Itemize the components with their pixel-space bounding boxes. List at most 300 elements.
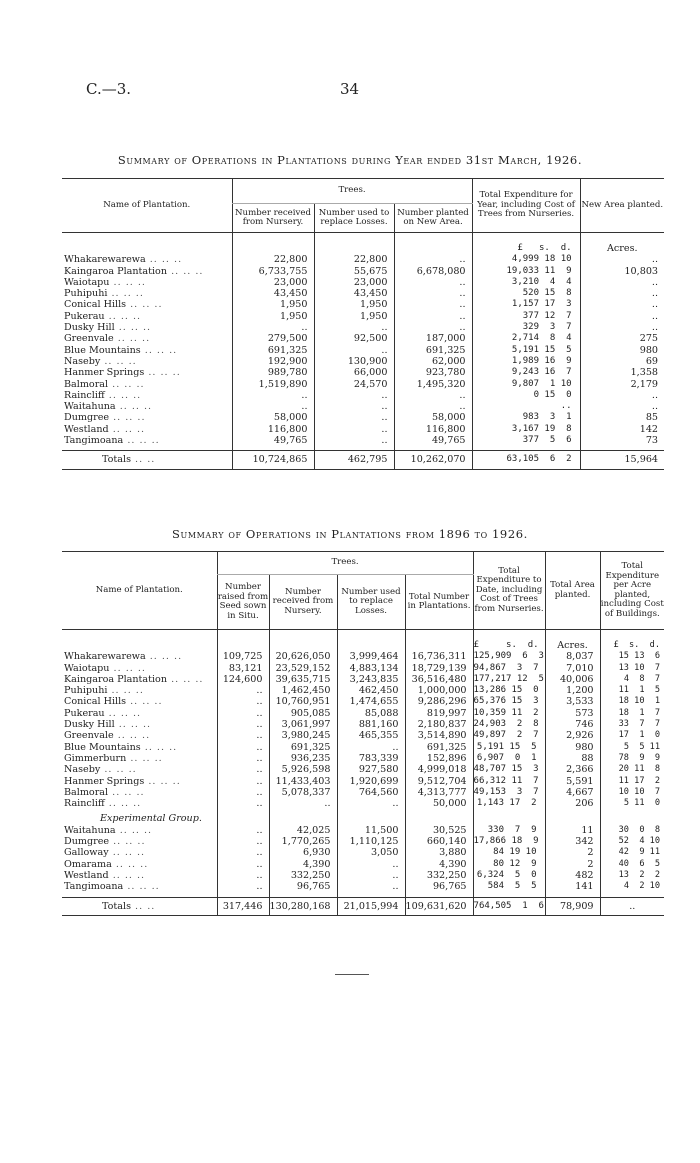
area-cell: 980 [580,345,664,356]
expenditure-cell: 3,210 4 4 [472,277,580,288]
plantation-name: Puhipuhi [64,288,108,300]
total-number-cell: 1,000,000 [405,685,473,696]
losses-cell: 23,000 [314,277,394,288]
leader-dots: .. .. .. [126,696,163,708]
total-number-cell: 660,140 [405,836,473,847]
area-cell: 573 [545,708,600,719]
table2-title: Summary of Operations in Plantations from 1896 to 1926. [172,527,528,541]
planted-cell: .. [394,401,472,412]
table-row [62,696,664,707]
plantation-name-cell [62,266,232,277]
planted-cell: 1,495,320 [394,379,472,390]
leader-dots: .. .. .. [108,786,145,798]
planted-cell: 187,000 [394,333,472,344]
table-row [62,859,664,870]
plantation-name: Blue Mountains [64,741,141,753]
area-cell: 275 [580,333,664,344]
expenditure-cell: 80 12 9 [473,859,545,870]
seed-cell: .. [217,870,269,881]
area-cell: 5,591 [545,776,600,787]
expenditure-cell: 48,707 15 3 [473,764,545,775]
per-acre-cell: 52 4 10 [600,836,664,847]
plantation-name-cell [62,696,217,707]
table2-body [62,630,664,810]
expenditure-cell: 330 7 9 [473,825,545,836]
per-acre-cell: 10 10 7 [600,787,664,798]
table-row [62,663,664,674]
expenditure-cell: 9,243 16 7 [472,367,580,378]
leader-dots: .. .. .. [115,401,153,413]
seed-cell: .. [217,859,269,870]
leader-dots: .. .. .. [113,730,151,742]
table2-unit-per-acre: £ s. d. [600,630,664,652]
area-cell: .. [580,322,664,333]
losses-cell: 130,900 [314,356,394,367]
losses-cell: 66,000 [314,367,394,378]
area-cell: 7,010 [545,663,600,674]
table2-header-name: Name of Plantation. [62,552,217,630]
losses-cell: .. [314,401,394,412]
table1-year-operations [62,178,664,470]
plantation-name-cell [62,730,217,741]
expenditure-cell: 49,153 3 7 [473,787,545,798]
table-row [62,401,664,412]
seed-cell: .. [217,719,269,730]
table1-unit-money: £ s. d. [472,233,580,255]
table-row [62,266,664,277]
plantation-name: Dumgree [64,836,110,848]
total-number-cell: 36,516,480 [405,674,473,685]
losses-cell: .. [314,412,394,423]
plantation-name-cell [62,719,217,730]
leader-dots: .. .. .. [109,412,146,424]
table1-header-received: Number received from Nursery. [232,204,314,233]
table-row [62,836,664,847]
table2-cumulative-operations [62,551,664,916]
losses-cell: 881,160 [337,719,405,730]
area-cell: .. [580,299,664,310]
seed-cell: 109,725 [217,651,269,662]
seed-cell: .. [217,753,269,764]
table-row [62,379,664,390]
planted-cell: 691,325 [394,345,472,356]
per-acre-cell: 78 9 9 [600,753,664,764]
losses-cell: 3,243,835 [337,674,405,685]
area-cell: 2,366 [545,764,600,775]
losses-cell: 3,050 [337,847,405,858]
plantation-name: Balmoral [64,378,109,390]
leader-dots: .. .. .. [104,798,142,810]
table-row [62,719,664,730]
planted-cell: .. [394,322,472,333]
total-number-cell: 4,313,777 [405,787,473,798]
received-cell: 3,061,997 [269,719,337,730]
plantation-name: Westland [64,423,109,435]
plantation-name: Conical Hills [64,696,127,708]
expenditure-cell: 125,909 6 3 [473,651,544,662]
plantation-name-cell [62,254,232,265]
leader-dots: .. .. .. [126,752,163,764]
area-cell: .. [580,311,664,322]
table1-body [62,233,664,447]
plantation-name: Tangimoana [64,435,124,447]
losses-cell: 462,450 [337,685,405,696]
table-row [62,322,664,333]
plantation-name-cell [62,798,217,809]
table-row [62,288,664,299]
losses-cell: .. [314,390,394,401]
area-cell: 142 [580,424,664,435]
table-row [62,825,664,836]
received-cell: 42,025 [269,825,337,836]
plantation-name-cell [62,776,217,787]
received-cell: 49,765 [232,435,314,446]
table2-total-per-acre: .. [600,897,664,915]
losses-cell: 764,560 [337,787,405,798]
expenditure-cell: 0 15 0 [472,390,580,401]
per-acre-cell: 13 2 2 [600,870,664,881]
plantation-name: Raincliff [64,389,105,401]
table1-header-losses: Number used to replace Losses. [314,204,394,233]
total-number-cell: 18,729,139 [405,663,473,674]
plantation-name: Waiotapu [64,662,110,674]
leader-dots: .. .. .. [167,265,204,277]
plantation-name: Omarama [64,858,112,870]
received-cell: 96,765 [269,881,337,892]
plantation-name: Pukerau [64,310,105,322]
leader-dots: .. .. .. [108,869,146,881]
received-cell: 1,770,265 [269,836,337,847]
expenditure-cell: 94,867 3 7 [473,663,545,674]
losses-cell: 1,950 [314,299,394,310]
received-cell: .. [232,401,314,412]
plantation-name: Waiotapu [64,276,110,288]
plantation-name-cell [62,764,217,775]
losses-cell: 1,920,699 [337,776,405,787]
plantation-name-cell [62,356,232,367]
table-row [62,277,664,288]
area-cell: 2,179 [580,379,664,390]
area-cell: 482 [545,870,600,881]
total-number-cell: 332,250 [405,870,473,881]
area-cell: 342 [545,836,600,847]
seed-cell: .. [217,764,269,775]
planted-cell: .. [394,277,472,288]
per-acre-cell: 40 6 5 [600,859,664,870]
table-row [62,674,664,685]
plantation-name: Naseby [64,764,101,776]
table1-header-name: Name of Plantation. [62,179,232,233]
table2-total-number: 109,631,620 [405,897,473,915]
table1-header-planted: Number planted on New Area. [394,204,472,233]
seed-cell: .. [217,881,269,892]
area-cell: .. [580,401,664,412]
leader-dots: .. .. .. [123,435,160,447]
received-cell: 1,462,450 [269,685,337,696]
leader-dots: .. .. .. [144,775,181,787]
losses-cell: 92,500 [314,333,394,344]
losses-cell: 43,450 [314,288,394,299]
area-cell: .. [580,390,664,401]
expenditure-cell: 9,807 1 10 [472,379,580,390]
plantation-name: Whakarewarewa [64,651,146,663]
expenditure-cell: 13,286 15 0 [473,685,545,696]
planted-cell: .. [394,390,472,401]
plantation-name-cell [62,859,217,870]
expenditure-cell: 1,157 17 3 [472,299,580,310]
table-row [62,742,664,753]
table1-title: Summary of Operations in Plantations during Year ended 31st March, 1926. [117,153,583,167]
plantation-name-cell [62,847,217,858]
plantation-name: Waitahuna [64,401,116,413]
received-cell: 936,235 [269,753,337,764]
total-number-cell: 3,880 [405,847,473,858]
table-row [62,367,664,378]
table-row [62,424,664,435]
planted-cell: 62,000 [394,356,472,367]
area-cell: 10,803 [580,266,664,277]
leader-dots: .. .. .. [145,651,183,663]
table2-unit-area: Acres. [545,630,600,652]
received-cell: 5,926,598 [269,764,337,775]
table2-total-seed: 317,446 [217,897,269,915]
leader-dots: .. .. .. [104,707,142,719]
area-cell: 746 [545,719,600,730]
plantation-name-cell [62,435,232,446]
area-cell: 73 [580,435,664,446]
planted-cell: 923,780 [394,367,472,378]
expenditure-cell: 24,903 2 8 [473,719,545,730]
leader-dots: .. .. .. [108,423,146,435]
received-cell: 1,950 [232,299,314,310]
plantation-name-cell [62,674,217,685]
leader-dots: .. .. .. [108,847,146,859]
expenditure-cell: .. [472,401,580,412]
area-cell: 141 [545,881,600,892]
plantation-name: Kaingaroa Plantation [64,265,168,277]
per-acre-cell: 20 11 8 [600,764,664,775]
area-cell: .. [580,254,664,265]
total-number-cell: 96,765 [405,881,473,892]
plantation-name-cell [62,412,232,423]
plantation-name-cell [62,277,232,288]
received-cell: 4,390 [269,859,337,870]
total-number-cell: 691,325 [405,742,473,753]
received-cell: 989,780 [232,367,314,378]
footer-rule [335,974,369,975]
per-acre-cell: 4 2 10 [600,881,664,892]
table2-group-header [62,809,664,824]
table-row [62,299,664,310]
leader-dots: .. .. .. [126,299,163,311]
plantation-name-cell [62,367,232,378]
table1-total-area: 15,964 [580,451,664,469]
losses-cell: 1,110,125 [337,836,405,847]
expenditure-cell: 6,324 5 0 [473,870,545,881]
total-number-cell: 30,525 [405,825,473,836]
plantation-name-cell [62,288,232,299]
losses-cell: 85,088 [337,708,405,719]
leader-dots: .. .. .. [109,276,146,288]
received-cell: 332,250 [269,870,337,881]
leader-dots: .. .. .. [111,858,149,870]
received-cell: 6,930 [269,847,337,858]
per-acre-cell: 5 11 0 [600,798,664,809]
plantation-name-cell [62,881,217,892]
area-cell: 40,006 [545,674,600,685]
table2-header-losses: Number used to replace Losses. [337,575,405,630]
expenditure-cell: 49,897 2 7 [473,730,545,741]
plantation-name: Dusky Hill [64,322,115,334]
table2-header-seed-text: Number raised from Seed sown in Situ. [217,582,269,621]
losses-cell: 4,883,134 [337,663,405,674]
table2-header-per-acre: Total Expenditure per Acre planted, including Cost of Buildings. [600,552,664,630]
per-acre-cell: 11 17 2 [600,776,664,787]
table1-total-planted: 10,262,070 [394,451,472,469]
leader-dots: .. .. .. [107,685,144,697]
expenditure-cell: 329 3 7 [472,322,580,333]
table2-footer [62,893,664,916]
table2-totals-row: Totals .. .. 317,446 130,280,168 21,015,994 109,631,620 764,505 1 6 78,909 .. [62,897,664,915]
planted-cell: 116,800 [394,424,472,435]
plantation-name-cell [62,333,232,344]
table1-total-losses: 462,795 [314,451,394,469]
leader-dots: .. .. .. [140,344,178,356]
received-cell: .. [269,798,337,809]
area-cell: 85 [580,412,664,423]
losses-cell: .. [314,322,394,333]
leader-dots: .. .. .. [123,881,160,893]
losses-cell: 55,675 [314,266,394,277]
table-row [62,311,664,322]
plantation-name-cell [62,311,232,322]
expenditure-cell: 4,999 18 10 [472,254,580,265]
plantation-name-cell [62,825,217,836]
table2-total-area: 78,909 [545,897,600,915]
seed-cell: .. [217,776,269,787]
leader-dots: .. .. .. [113,333,151,345]
table1-total-expenditure: 63,105 6 2 [472,451,580,469]
table2-group-label: Experimental Group. [100,813,202,825]
plantation-name: Greenvale [64,730,114,742]
plantation-name-cell [62,836,217,847]
planted-cell: .. [394,288,472,299]
seed-cell: .. [217,696,269,707]
table-row [62,776,664,787]
table-row [62,254,664,265]
received-cell: 6,733,755 [232,266,314,277]
plantation-name-cell [62,742,217,753]
losses-cell: 3,999,464 [337,651,405,662]
per-acre-cell: 33 7 7 [600,719,664,730]
per-acre-cell: 30 0 8 [600,825,664,836]
received-cell: 39,635,715 [269,674,337,685]
area-cell: .. [580,277,664,288]
received-cell: 279,500 [232,333,314,344]
received-cell: 22,800 [232,254,314,265]
table2-header-total: Total Number in Plantations. [405,575,473,630]
area-cell: 206 [545,798,600,809]
planted-cell: 49,765 [394,435,472,446]
plantation-name-cell [62,870,217,881]
plantation-name-cell [62,708,217,719]
expenditure-cell: 5,191 15 5 [472,345,580,356]
planted-cell: .. [394,299,472,310]
plantation-name: Raincliff [64,798,105,810]
losses-cell: .. [337,798,405,809]
expenditure-cell: 6,907 0 1 [473,753,545,764]
page-number: 34 [340,80,360,98]
leader-dots: .. .. .. [100,764,137,776]
expenditure-cell: 584 5 5 [473,881,545,892]
seed-cell: .. [217,742,269,753]
plantation-name: Hanmer Springs [64,775,145,787]
total-number-cell: 152,896 [405,753,473,764]
expenditure-cell: 1,143 17 2 [473,798,545,809]
received-cell: 20,626,050 [269,651,337,662]
table-row [62,356,664,367]
plantation-name-cell [62,345,232,356]
table-row [62,881,664,892]
table-row [62,798,664,809]
plantation-name: Gimmerburn [64,752,127,764]
table1-header-expenditure: Total Expenditure for Year, including Cost of Trees from Nurseries. [472,179,580,233]
seed-cell: .. [217,685,269,696]
leader-dots: .. .. .. [108,378,145,390]
area-cell: 2 [545,859,600,870]
expenditure-cell: 17,866 18 9 [473,836,545,847]
plantation-name: Pukerau [64,707,105,719]
losses-cell: 11,500 [337,825,405,836]
seed-cell: 83,121 [217,663,269,674]
losses-cell: 24,570 [314,379,394,390]
plantation-name: Naseby [64,355,101,367]
losses-cell: .. [314,345,394,356]
leader-dots: .. .. .. [109,662,146,674]
planted-cell: 6,678,080 [394,266,472,277]
expenditure-cell: 65,376 15 3 [473,696,545,707]
seed-cell: .. [217,825,269,836]
losses-cell: 22,800 [314,254,394,265]
table-row [62,333,664,344]
losses-cell: .. [314,424,394,435]
seed-cell: .. [217,787,269,798]
plantation-name-cell [62,787,217,798]
received-cell: 3,980,245 [269,730,337,741]
losses-cell: .. [337,742,405,753]
received-cell: 1,950 [232,311,314,322]
table2-group-body [62,825,664,893]
per-acre-cell: 17 1 0 [600,730,664,741]
plantation-name-cell [62,651,217,662]
plantation-name: Balmoral [64,786,109,798]
expenditure-cell: 19,033 11 9 [472,266,580,277]
expenditure-cell: 3,167 19 8 [472,424,580,435]
plantation-name: Blue Mountains [64,344,141,356]
plantation-name-cell [62,685,217,696]
plantation-name: Dumgree [64,412,110,424]
expenditure-cell: 84 19 10 [473,847,545,858]
area-cell: 69 [580,356,664,367]
total-number-cell: 50,000 [405,798,473,809]
table1-totals-row: Totals .. .. 10,724,865 462,795 10,262,070 63,105 6 2 15,964 [62,451,664,469]
area-cell: 88 [545,753,600,764]
expenditure-cell: 66,312 11 7 [473,776,545,787]
table2-group-label-row [62,813,664,824]
seed-cell: .. [217,708,269,719]
table-row [62,412,664,423]
losses-cell: 465,355 [337,730,405,741]
